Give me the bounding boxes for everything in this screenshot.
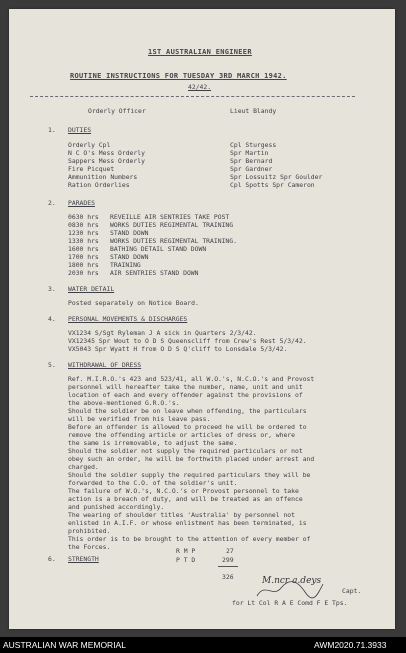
- parade-time: 2030 hrs: [68, 269, 99, 277]
- dress-order-line: Ref. M.I.R.O.'s 423 and 523/41, all W.O.'s, N.C.O.'s and Provost: [68, 375, 315, 383]
- duty-role: Sappers Mess Orderly: [68, 157, 145, 165]
- document-title: ROUTINE INSTRUCTIONS FOR TUESDAY 3RD MARCH 1942.: [70, 72, 287, 80]
- section-heading-duties: DUTIES: [68, 126, 92, 134]
- section-number: 6.: [48, 555, 56, 563]
- dress-order-line: obey such an order, he will be forthwith placed under arrest and: [68, 455, 315, 463]
- duty-role: N C O's Mess Orderly: [68, 149, 145, 157]
- duty-name: Cpl Spotts Spr Cameron: [230, 181, 315, 189]
- section-heading-strength: STRENGTH: [68, 555, 99, 563]
- parade-activity: WORKS DUTIES REGIMENTAL TRAINING: [110, 221, 234, 229]
- dress-order-line: the same is irremovable, to adjust the same.: [68, 439, 238, 447]
- dress-order-line: prohibited.: [68, 527, 111, 535]
- section-heading-parades: PARADES: [68, 199, 95, 207]
- dress-order-line: This order is to be brought to the attention of every member of: [68, 535, 311, 543]
- section-number: 4.: [48, 315, 56, 323]
- section-number: 2.: [48, 199, 56, 207]
- dress-order-line: The failure of W.O.'s, N.C.O.'s or Provost personnel to take: [68, 487, 299, 495]
- orderly-officer-name: Lieut Blandy: [230, 107, 277, 115]
- parade-time: 1330 hrs: [68, 237, 99, 245]
- duty-name: Spr Martin: [230, 149, 269, 157]
- section-number: 3.: [48, 285, 56, 293]
- dress-order-line: forwarded to the C.O. of the soldier's unit.: [68, 479, 238, 487]
- section-number: 1.: [48, 126, 56, 134]
- parade-time: 1800 hrs: [68, 261, 99, 269]
- instruction-number: 42/42.: [188, 83, 212, 91]
- movement-entry: VX5043 Spr Wyatt H from O D S Q'cliff to Lonsdale 5/3/42.: [68, 345, 288, 353]
- parade-time: 1600 hrs: [68, 245, 99, 253]
- duty-name: Spr Lossuitz Spr Goulder: [230, 173, 323, 181]
- strength-label: P T D: [176, 556, 196, 564]
- parade-activity: BATHING DETAIL STAND DOWN: [110, 245, 207, 253]
- dress-order-line: The wearing of shoulder titles 'Australia' by personnel not: [68, 511, 296, 519]
- parade-time: 0830 hrs: [68, 221, 99, 229]
- parade-activity: TRAINING: [110, 261, 141, 269]
- unit-heading: 1ST AUSTRALIAN ENGINEER: [148, 48, 252, 56]
- archive-footer: [0, 637, 406, 653]
- handwritten-signature: M.ncr a.deys: [262, 576, 322, 586]
- archive-name: AUSTRALIAN WAR MEMORIAL: [3, 640, 126, 650]
- orderly-officer-label: Orderly Officer: [88, 107, 146, 115]
- parade-time: 1230 hrs: [68, 229, 99, 237]
- archive-reference: AWM2020.71.3933: [314, 640, 387, 650]
- dress-order-line: charged.: [68, 463, 99, 471]
- dress-order-line: the above-mentioned G.R.O.'s.: [68, 399, 180, 407]
- duty-name: Spr Gardner: [230, 165, 273, 173]
- parade-time: 1700 hrs: [68, 253, 99, 261]
- dress-order-line: Should the soldier be on leave when offending, the particulars: [68, 407, 307, 415]
- dress-order-line: location of each and every offender against the provisions of: [68, 391, 303, 399]
- strength-total-rule: [218, 566, 238, 567]
- duty-role: Ration Orderlies: [68, 181, 130, 189]
- dress-order-line: enlisted in A.I.F. or whose enlistment has been terminated, is: [68, 519, 307, 527]
- strength-total: 326: [222, 573, 234, 581]
- movement-entry: VX12345 Spr Wout to O D S Queenscliff from Crew's Rest 5/3/42.: [68, 337, 307, 345]
- duty-role: Ammunition Numbers: [68, 173, 138, 181]
- dress-order-line: action is a breach of duty, and will be treated as an offence: [68, 495, 303, 503]
- parade-time: 0630 hrs: [68, 213, 99, 221]
- strength-label: R M P: [176, 547, 196, 555]
- strength-value: 27: [226, 547, 234, 555]
- dress-order-line: will be verified from his leave pass.: [68, 415, 211, 423]
- parade-activity: AIR SENTRIES STAND DOWN: [110, 269, 199, 277]
- duty-role: Fire Picquet: [68, 165, 115, 173]
- strength-value: 299: [222, 556, 234, 564]
- parade-activity: STAND DOWN: [110, 253, 149, 261]
- parade-activity: REVEILLE AIR SENTRIES TAKE POST: [110, 213, 230, 221]
- dress-order-line: Before an offender is allowed to proceed he will be ordered to: [68, 423, 307, 431]
- dress-order-line: the Forces.: [68, 543, 111, 551]
- duty-name: Cpl Sturgess: [230, 141, 277, 149]
- signature-flourish: [255, 578, 325, 600]
- dress-order-line: personnel will hereafter take the number, name, unit and unit: [68, 383, 303, 391]
- signature-rank: Capt.: [342, 587, 362, 595]
- dress-order-line: Should the soldier supply the required particulars they will be: [68, 471, 311, 479]
- movement-entry: VX1234 S/Sgt Ryleman J A sick in Quarters 2/3/42.: [68, 329, 257, 337]
- dress-order-line: and punished accordingly.: [68, 503, 165, 511]
- parade-activity: WORKS DUTIES REGIMENTAL TRAINING.: [110, 237, 237, 245]
- dress-order-line: Should the soldier not supply the required particulars or not: [68, 447, 303, 455]
- section-number: 5.: [48, 361, 56, 369]
- section-heading-movements: PERSONAL MOVEMENTS & DISCHARGES: [68, 315, 188, 323]
- signature-line: for Lt Col R A E Comd F E Tps.: [232, 599, 348, 607]
- duty-name: Spr Bernard: [230, 157, 273, 165]
- parade-activity: STAND DOWN: [110, 229, 149, 237]
- section-heading-water-detail: WATER DETAIL: [68, 285, 115, 293]
- duty-role: Orderly Cpl: [68, 141, 111, 149]
- section-heading-withdrawal-of-dress: WITHDRAWAL OF DRESS: [68, 361, 142, 369]
- header-divider: [30, 96, 355, 97]
- dress-order-line: remove the offending article or articles of dress or, where: [68, 431, 296, 439]
- water-detail-text: Posted separately on Notice Board.: [68, 299, 199, 307]
